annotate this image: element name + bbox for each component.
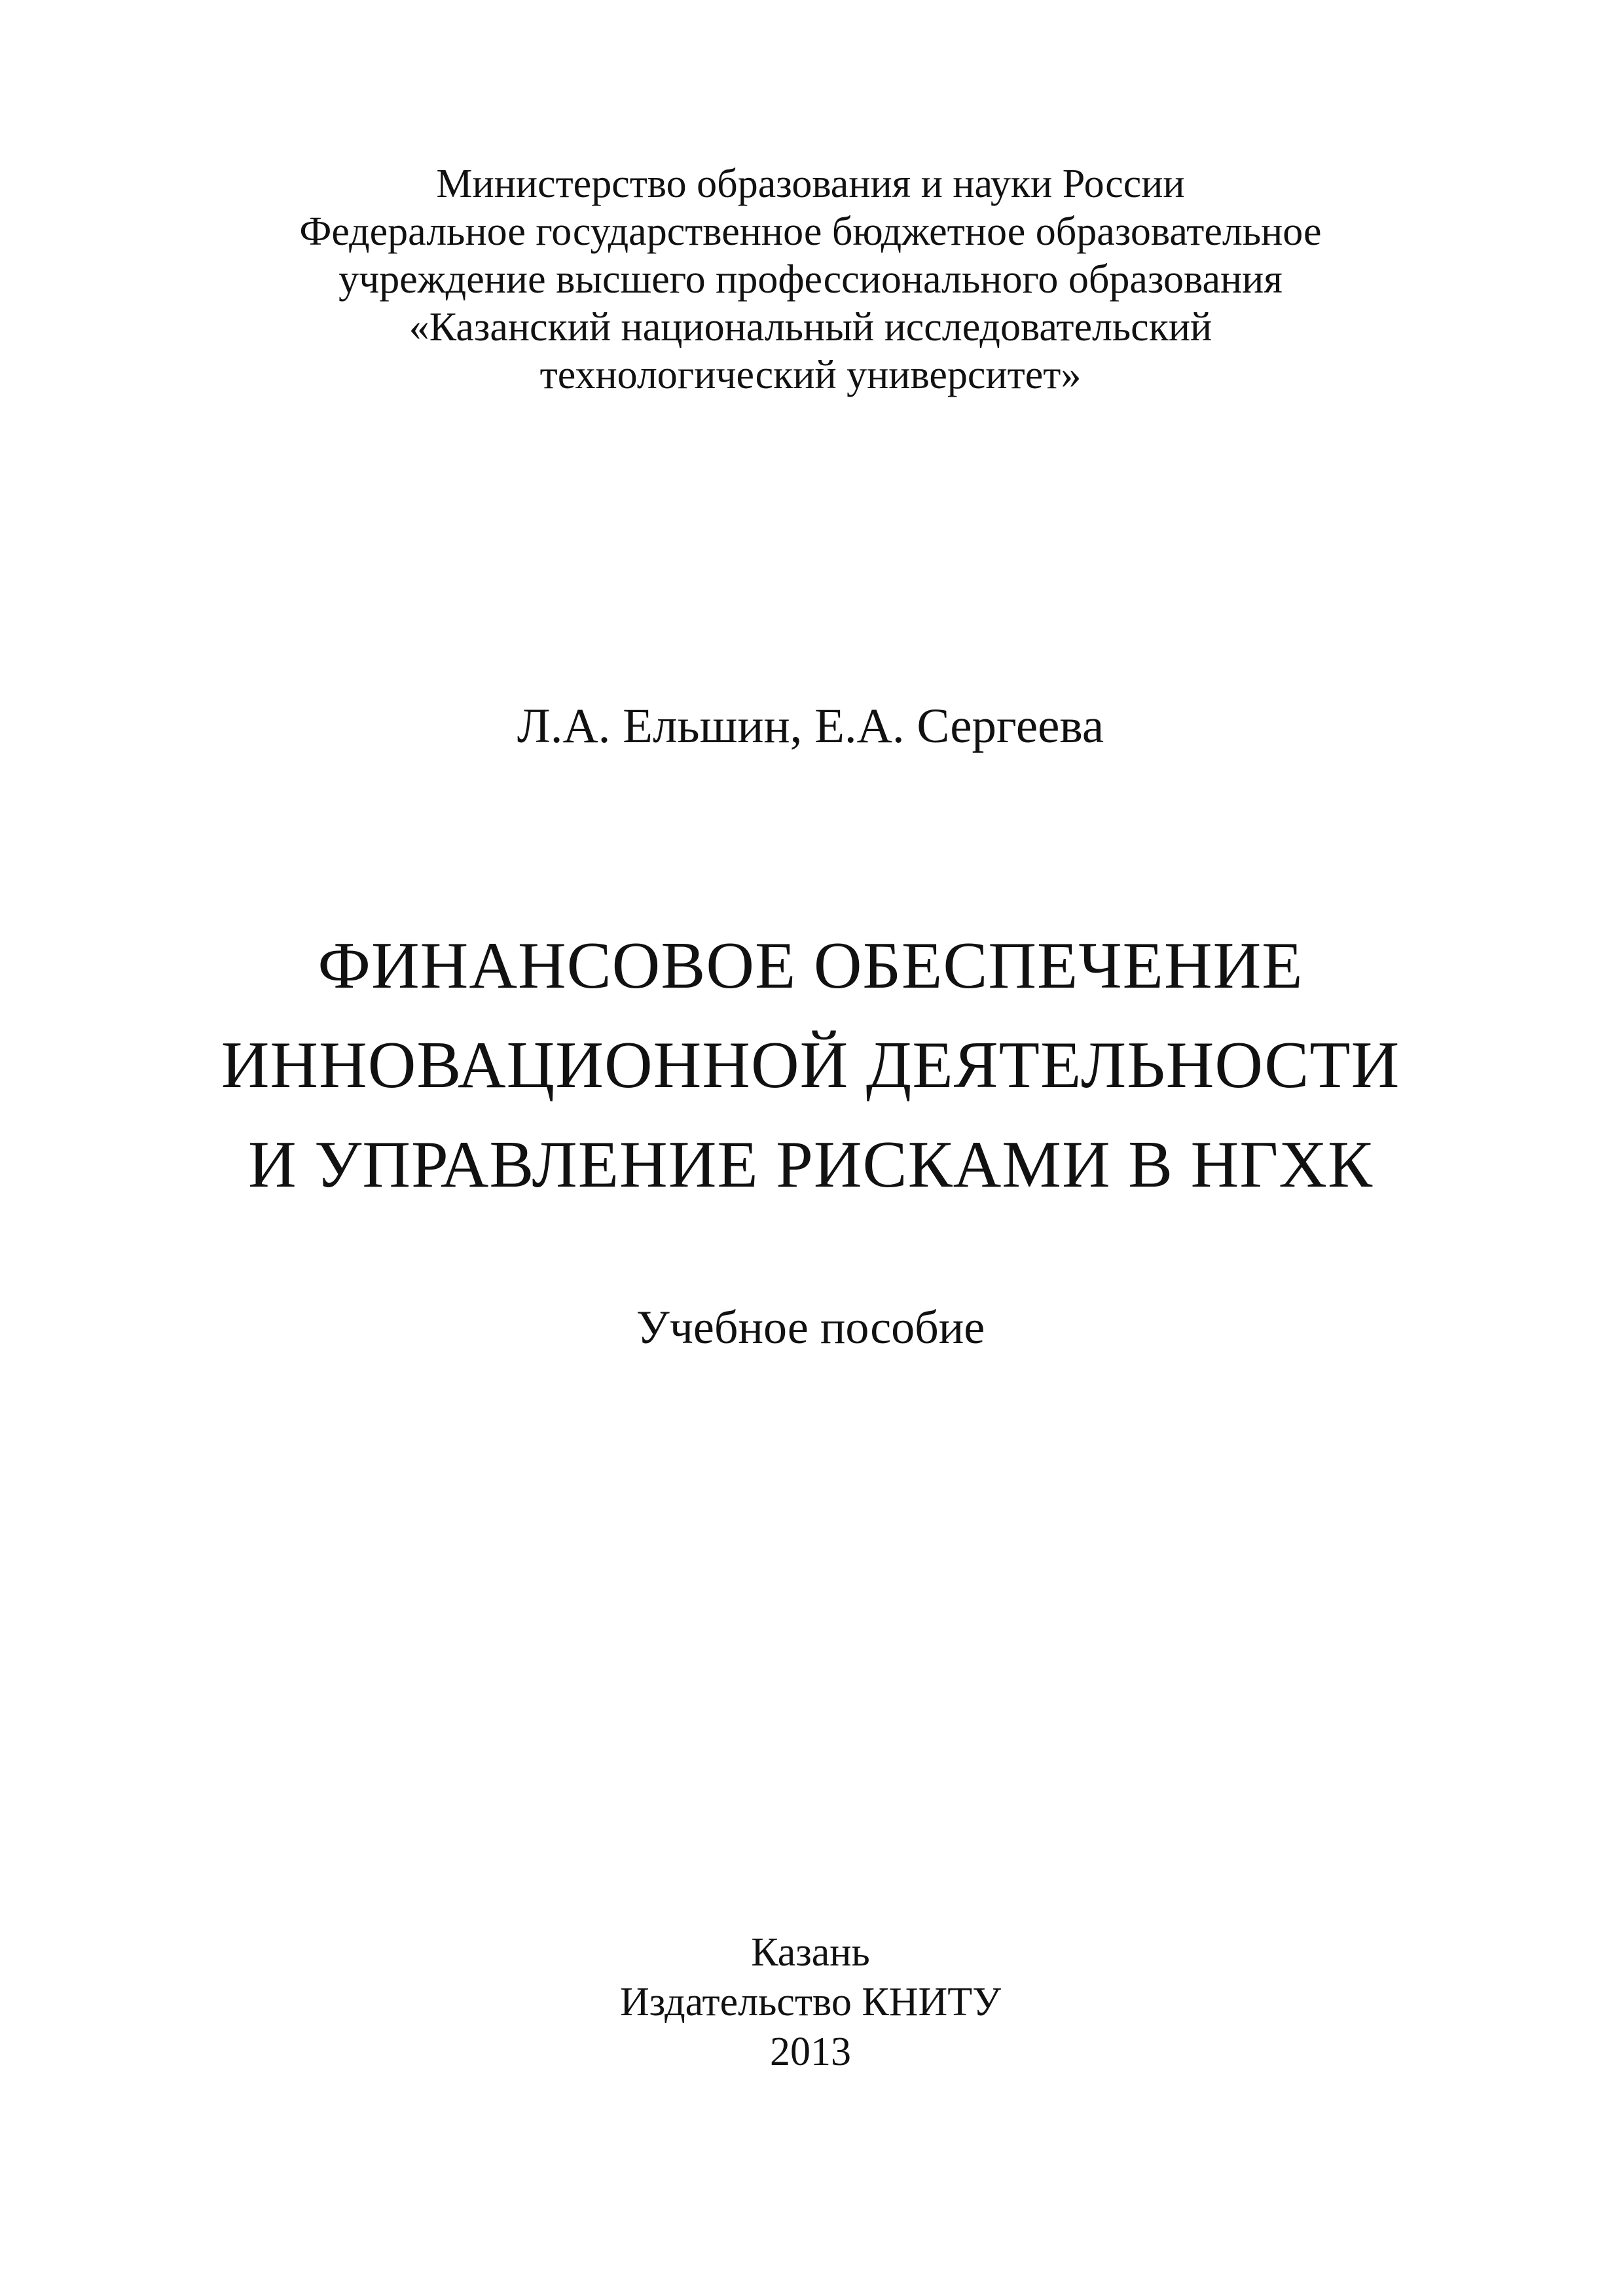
- authors-text: Л.А. Ельшин, Е.А. Сергеева: [517, 699, 1104, 753]
- institution-header: [0, 160, 1621, 399]
- institution-line: Федеральное государственное бюджетное образовательное: [299, 209, 1322, 254]
- institution-line: технологический университет»: [539, 353, 1082, 397]
- title-line: ФИНАНСОВОЕ ОБЕСПЕЧЕНИЕ: [318, 929, 1303, 1003]
- institution-line: Министерство образования и науки России: [436, 162, 1185, 206]
- book-subtitle: [0, 1299, 1621, 1355]
- title-line: ИННОВАЦИОННОЙ ДЕЯТЕЛЬНОСТИ: [221, 1028, 1400, 1102]
- imprint: [0, 1928, 1621, 2077]
- title-line: И УПРАВЛЕНИЕ РИСКАМИ В НГХК: [248, 1128, 1373, 1202]
- subtitle-text: Учебное пособие: [636, 1301, 985, 1354]
- book-title: [0, 916, 1621, 1215]
- imprint-publisher: Издательство КНИТУ: [619, 1980, 1002, 2024]
- institution-line: учреждение высшего профессионального образования: [338, 257, 1283, 302]
- imprint-city: Казань: [751, 1930, 870, 1975]
- institution-line: «Казанский национальный исследовательский: [409, 305, 1212, 350]
- imprint-year: 2013: [770, 2030, 851, 2074]
- authors: [0, 697, 1621, 756]
